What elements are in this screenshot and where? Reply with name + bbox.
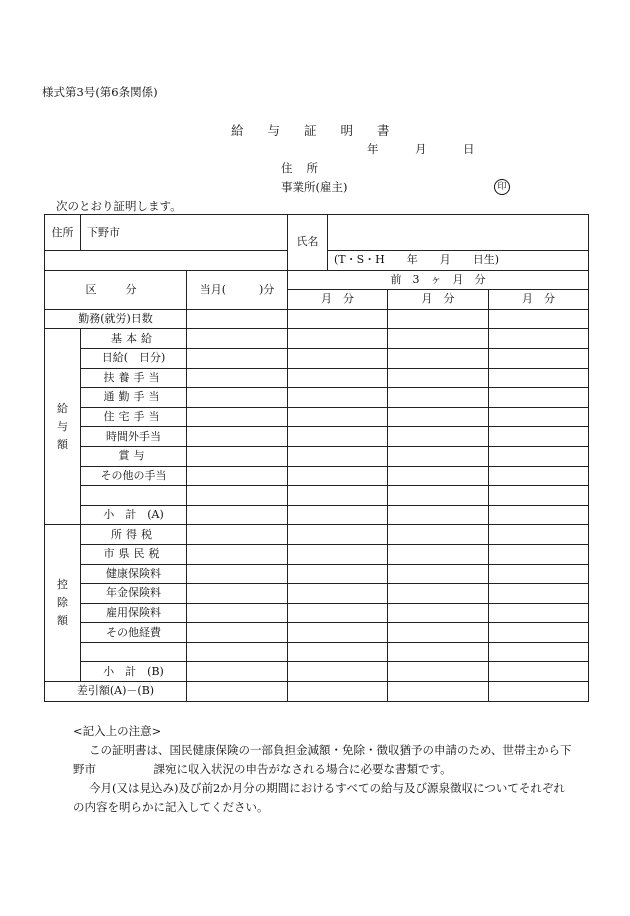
row-label: 賞与	[81, 446, 187, 466]
amount-cell[interactable]	[288, 486, 388, 506]
row-label: 年金保険料	[81, 584, 187, 604]
amount-cell[interactable]	[388, 544, 489, 564]
amount-cell[interactable]	[288, 584, 388, 604]
amount-cell[interactable]	[489, 505, 589, 525]
amount-cell[interactable]	[388, 446, 489, 466]
amount-cell[interactable]	[489, 662, 589, 682]
amount-cell[interactable]	[388, 466, 489, 486]
amount-cell[interactable]	[388, 564, 489, 584]
row-label: その他の手当	[81, 466, 187, 486]
deduction-group-label-char: 控	[57, 578, 68, 592]
amount-cell[interactable]	[288, 407, 388, 427]
salary-group-label-char: 給	[57, 401, 68, 415]
amount-cell[interactable]	[388, 682, 489, 702]
row-label: 健康保険料	[81, 564, 187, 584]
current-month-header: 当月( )分	[187, 270, 288, 309]
amount-cell[interactable]	[187, 662, 288, 682]
amount-cell[interactable]	[288, 427, 388, 447]
salary-certificate-table	[44, 214, 589, 702]
amount-cell[interactable]	[187, 623, 288, 643]
row-label: その他経費	[81, 623, 187, 643]
amount-cell[interactable]	[288, 662, 388, 682]
amount-cell[interactable]	[388, 329, 489, 349]
amount-cell[interactable]	[288, 466, 388, 486]
amount-cell[interactable]	[388, 642, 489, 662]
amount-cell[interactable]	[187, 309, 288, 329]
amount-cell[interactable]	[187, 368, 288, 388]
amount-cell[interactable]	[288, 368, 388, 388]
amount-cell[interactable]	[489, 623, 589, 643]
amount-cell[interactable]	[489, 348, 589, 368]
salary-group-label-char: 額	[57, 437, 68, 451]
amount-cell[interactable]	[489, 407, 589, 427]
amount-cell[interactable]	[288, 348, 388, 368]
amount-cell[interactable]	[187, 642, 288, 662]
category-header: 区 分	[45, 270, 187, 309]
row-label	[81, 642, 187, 662]
address-continuation-cell	[45, 251, 288, 271]
row-label: 扶養手当	[81, 368, 187, 388]
amount-cell[interactable]	[187, 564, 288, 584]
amount-cell[interactable]	[288, 564, 388, 584]
document-title: 給与証明書	[231, 123, 414, 138]
amount-cell[interactable]	[388, 407, 489, 427]
row-label: 通勤手当	[81, 388, 187, 408]
amount-cell[interactable]	[388, 505, 489, 525]
amount-cell[interactable]	[388, 388, 489, 408]
amount-cell[interactable]	[288, 603, 388, 623]
amount-cell[interactable]	[187, 584, 288, 604]
row-label: 小 計 (B)	[81, 662, 187, 682]
amount-cell[interactable]	[388, 584, 489, 604]
address-label-cell: 住所	[45, 215, 81, 251]
amount-cell[interactable]	[187, 329, 288, 349]
amount-cell[interactable]	[187, 427, 288, 447]
amount-cell[interactable]	[187, 505, 288, 525]
amount-cell[interactable]	[489, 564, 589, 584]
amount-cell[interactable]	[187, 388, 288, 408]
salary-group-label-char: 与	[57, 419, 68, 433]
amount-cell[interactable]	[187, 466, 288, 486]
amount-cell[interactable]	[288, 505, 388, 525]
amount-cell[interactable]	[489, 584, 589, 604]
form-number: 様式第3号(第6条関係)	[42, 85, 158, 99]
row-label: 日給( 日分)	[81, 348, 187, 368]
notes-paragraph-1: この証明書は、国民健康保険の一部負担金減額・免除・徴収猶予の申請のため、世帯主から下野市 課宛に収入状況の申告がなされる場合に必要な書類です。	[73, 743, 572, 776]
row-label: 雇用保険料	[81, 603, 187, 623]
row-label: 市県民税	[81, 544, 187, 564]
amount-cell[interactable]	[187, 544, 288, 564]
amount-cell[interactable]	[489, 642, 589, 662]
deduction-section	[45, 525, 589, 682]
amount-cell[interactable]	[489, 486, 589, 506]
date-month: 月	[415, 142, 427, 156]
seal-mark: 印	[494, 179, 510, 195]
month-header-1: 月 分	[288, 290, 388, 310]
deduction-group-label	[45, 525, 81, 682]
amount-cell[interactable]	[489, 309, 589, 329]
amount-cell[interactable]	[288, 544, 388, 564]
amount-cell[interactable]	[288, 525, 388, 545]
issuer-address-label: 住所	[281, 161, 332, 175]
month-header-2: 月 分	[388, 290, 489, 310]
amount-cell[interactable]	[187, 486, 288, 506]
amount-cell[interactable]	[489, 525, 589, 545]
amount-cell[interactable]	[187, 682, 288, 702]
amount-cell[interactable]	[388, 623, 489, 643]
name-label-cell: 氏名	[288, 215, 328, 271]
row-label: 基本給	[81, 329, 187, 349]
amount-cell[interactable]	[489, 466, 589, 486]
amount-cell[interactable]	[489, 427, 589, 447]
date-line	[367, 141, 475, 157]
amount-cell[interactable]	[288, 309, 388, 329]
amount-cell[interactable]	[187, 525, 288, 545]
salary-group-label	[45, 329, 81, 525]
amount-cell[interactable]	[489, 446, 589, 466]
amount-cell[interactable]	[489, 603, 589, 623]
issuer-office-label: 事業所(雇主)	[281, 180, 348, 194]
salary-section	[45, 329, 589, 525]
amount-cell[interactable]	[388, 603, 489, 623]
intro-text: 次のとおり証明します。	[56, 199, 182, 213]
amount-cell[interactable]	[388, 309, 489, 329]
amount-cell[interactable]	[489, 544, 589, 564]
deduction-group-label-char: 除	[57, 596, 68, 610]
amount-cell[interactable]	[388, 348, 489, 368]
amount-cell[interactable]	[489, 682, 589, 702]
date-day: 日	[463, 142, 475, 156]
amount-cell[interactable]	[187, 348, 288, 368]
amount-cell[interactable]	[388, 525, 489, 545]
amount-cell[interactable]	[288, 446, 388, 466]
amount-cell[interactable]	[187, 603, 288, 623]
work-days-label: 勤務(就労)日数	[45, 309, 187, 329]
amount-cell[interactable]	[489, 368, 589, 388]
notes-paragraph-2: 今月(又は見込み)及び前2か月分の期間におけるすべての給与及び源泉徴収についてそれぞれの内容を明らかに記入してください。	[73, 781, 565, 814]
notes-heading: <記入上の注意>	[73, 724, 162, 738]
address-value-cell[interactable]: 下野市	[81, 215, 288, 251]
notes-section	[73, 722, 573, 817]
amount-cell[interactable]	[288, 623, 388, 643]
row-label: 小 計 (A)	[81, 505, 187, 525]
row-label	[81, 486, 187, 506]
amount-cell[interactable]	[388, 486, 489, 506]
amount-cell[interactable]	[288, 388, 388, 408]
prev-months-header: 前 3 ヶ 月 分	[288, 270, 589, 290]
row-label: 住宅手当	[81, 407, 187, 427]
deduction-group-label-char: 額	[57, 614, 68, 628]
amount-cell[interactable]	[288, 682, 388, 702]
date-year: 年	[367, 142, 379, 156]
row-label: 所得税	[81, 525, 187, 545]
amount-cell[interactable]	[388, 427, 489, 447]
amount-cell[interactable]	[288, 642, 388, 662]
amount-cell[interactable]	[187, 446, 288, 466]
birth-date-cell[interactable]: (T・S・H 年 月 日生)	[328, 251, 589, 271]
name-value-cell[interactable]	[328, 215, 589, 251]
amount-cell[interactable]	[388, 662, 489, 682]
amount-cell[interactable]	[489, 329, 589, 349]
amount-cell[interactable]	[489, 388, 589, 408]
net-amount-label: 差引額(A)－(B)	[45, 682, 187, 702]
amount-cell[interactable]	[288, 329, 388, 349]
row-label: 時間外手当	[81, 427, 187, 447]
month-header-3: 月 分	[489, 290, 589, 310]
amount-cell[interactable]	[187, 407, 288, 427]
amount-cell[interactable]	[388, 368, 489, 388]
